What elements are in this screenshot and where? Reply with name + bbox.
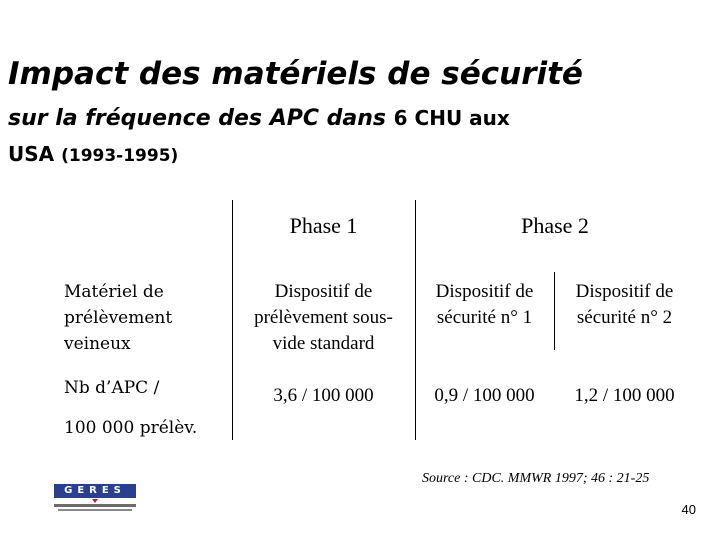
logo-tagline-bar-2 — [58, 509, 132, 511]
logo-wordmark: GERES — [54, 484, 136, 498]
row-label-apc — [64, 368, 197, 448]
logo-tagline-bar — [54, 504, 136, 507]
cell-line: sécurité n° 1 — [436, 307, 533, 328]
cell-line: prélèvement sous- — [254, 307, 393, 328]
subtitle-tail: 6 CHU aux — [393, 106, 510, 130]
row-label-materiel — [64, 279, 172, 357]
header-phase-1: Phase 1 — [289, 213, 358, 238]
source-citation: Source : CDC. MMWR 1997; 46 : 21-25 — [422, 471, 650, 486]
slide-subtitle-line2 — [8, 142, 178, 166]
row-label-line: prélèvement — [64, 308, 173, 328]
cell-phase2-device-2 — [554, 279, 695, 331]
cell-line: sécurité n° 2 — [576, 307, 673, 328]
geres-logo — [54, 484, 136, 514]
cell-line: Dispositif de — [575, 281, 674, 302]
cell-phase1-device — [232, 279, 415, 357]
cell-line: Dispositif de — [435, 281, 534, 302]
cell-apc-phase1: 3,6 / 100 000 — [273, 385, 374, 406]
cell-line: vide standard — [272, 333, 375, 354]
cell-phase2-device-1 — [415, 279, 554, 331]
slide-title: Impact des matériels de sécurité — [8, 56, 583, 92]
row-label-line: Nb d’APC / — [64, 378, 160, 398]
cell-apc-device-1: 0,9 / 100 000 — [434, 385, 535, 406]
row-label-line: 100 000 prélèv. — [64, 418, 198, 438]
subtitle-years: (1993-1995) — [61, 146, 179, 166]
cell-line: Dispositif de — [274, 281, 373, 302]
subtitle-text: sur la fréquence des APC dans — [8, 106, 386, 131]
cell-apc-device-2: 1,2 / 100 000 — [574, 385, 675, 406]
page-number: 40 — [681, 502, 696, 517]
subtitle-country: USA — [8, 142, 55, 166]
slide-subtitle-line1 — [8, 106, 510, 131]
header-phase-2: Phase 2 — [521, 213, 589, 238]
row-label-line: Matériel de — [64, 282, 164, 302]
row-label-line: veineux — [64, 334, 131, 354]
logo-triangle-icon — [92, 499, 98, 503]
